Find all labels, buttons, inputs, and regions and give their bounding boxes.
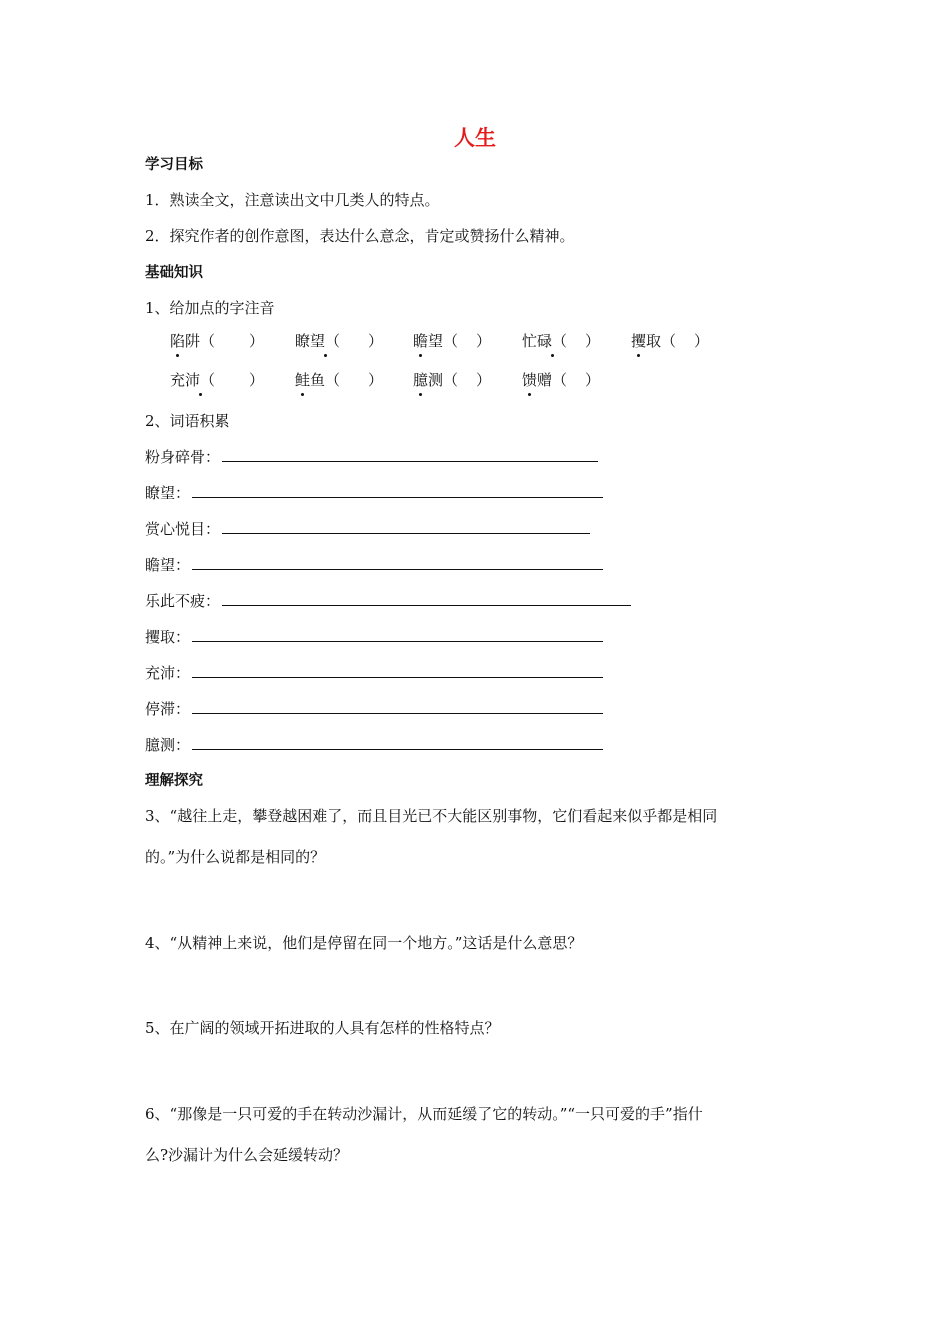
answer-line[interactable] — [192, 663, 603, 678]
vocab-word: 粉身碎骨： — [145, 448, 221, 466]
word-rest: 取（ — [646, 332, 677, 350]
vocab-word: 赏心悦目： — [145, 520, 221, 538]
pinyin-item — [522, 369, 600, 390]
dotted-char: 鲑 — [295, 371, 311, 389]
vocab-item — [145, 446, 598, 467]
answer-line[interactable] — [192, 555, 603, 570]
question-6-line-1: 6、“那像是一只可爱的手在转动沙漏计，从而延缓了它的转动。”“一只可爱的手”指什 — [145, 1105, 703, 1123]
vocab-item — [145, 662, 603, 683]
pinyin-item — [413, 330, 491, 351]
word-first: 充 — [170, 371, 186, 389]
vocab-word: 乐此不疲： — [145, 592, 221, 610]
vocab-word: 攫取： — [145, 628, 191, 646]
vocab-item — [145, 734, 603, 755]
pinyin-item — [295, 330, 383, 351]
pinyin-item — [170, 330, 264, 351]
paren-close: ） — [476, 371, 492, 389]
paren-close: ） — [368, 371, 384, 389]
paren-close: ） — [694, 332, 710, 350]
vocab-word: 瞭望： — [145, 484, 191, 502]
answer-line[interactable] — [192, 699, 603, 714]
vocab-word: 瞻望： — [145, 556, 191, 574]
section-heading-explore: 理解探究 — [145, 773, 203, 789]
vocab-item — [145, 554, 603, 575]
dotted-char: 臆 — [413, 371, 429, 389]
goal-item-2: 2．探究作者的创作意图，表达什么意念，肯定或赞扬什么精神。 — [145, 227, 575, 245]
dotted-char: 沛（ — [185, 371, 216, 389]
vocab-word: 臆测： — [145, 736, 191, 754]
question-3-line-1: 3、“越往上走，攀登越困难了，而且目光已不大能区别事物，它们看起来似乎都是相同 — [145, 807, 718, 825]
vocab-item — [145, 590, 631, 611]
word-rest: 测（ — [428, 371, 459, 389]
answer-line[interactable] — [192, 483, 603, 498]
vocab-word: 停滞： — [145, 700, 191, 718]
pinyin-item — [631, 330, 709, 351]
vocab-word: 充沛： — [145, 664, 191, 682]
paren-close: ） — [249, 371, 265, 389]
word-first: 瞭 — [295, 332, 311, 350]
pinyin-label: 1、给加点的字注音 — [145, 299, 275, 317]
dotted-char: 望（ — [310, 332, 341, 350]
dotted-char: 馈 — [522, 371, 538, 389]
word-rest: 赠（ — [537, 371, 568, 389]
dotted-char: 碌（ — [537, 332, 568, 350]
paren-close: ） — [585, 371, 601, 389]
paren-close: ） — [249, 332, 265, 350]
pinyin-item — [522, 330, 600, 351]
dotted-char: 攫 — [631, 332, 647, 350]
word-first: 忙 — [522, 332, 538, 350]
vocab-item — [145, 698, 603, 719]
goal-item-1: 1．熟读全文，注意读出文中几类人的特点。 — [145, 191, 440, 209]
pinyin-item — [295, 369, 383, 390]
answer-line[interactable] — [222, 591, 631, 606]
pinyin-item — [170, 369, 264, 390]
dotted-char: 瞻 — [413, 332, 429, 350]
question-3-line-2: 的。”为什么说都是相同的？ — [145, 848, 326, 866]
section-heading-basics: 基础知识 — [145, 265, 203, 281]
vocab-item — [145, 626, 603, 647]
question-4: 4、“从精神上来说，他们是停留在同一个地方。”这话是什么意思？ — [145, 934, 583, 952]
dotted-char: 陷 — [170, 332, 186, 350]
word-rest: 望（ — [428, 332, 459, 350]
paren-close: ） — [585, 332, 601, 350]
pinyin-item — [413, 369, 491, 390]
paren-close: ） — [368, 332, 384, 350]
word-rest: 阱（ — [185, 332, 216, 350]
answer-line[interactable] — [222, 447, 598, 462]
vocab-item — [145, 518, 590, 539]
word-rest: 鱼（ — [310, 371, 341, 389]
answer-line[interactable] — [222, 519, 590, 534]
answer-line[interactable] — [192, 735, 603, 750]
question-6-line-2: 么?沙漏计为什么会延缓转动？ — [145, 1146, 349, 1164]
paren-close: ） — [476, 332, 492, 350]
question-5: 5、在广阔的领域开拓进取的人具有怎样的性格特点？ — [145, 1019, 500, 1037]
section-heading-goals: 学习目标 — [145, 157, 203, 173]
vocab-item — [145, 482, 603, 503]
page-title: 人生 — [454, 126, 496, 150]
answer-line[interactable] — [192, 627, 603, 642]
vocab-label: 2、词语积累 — [145, 412, 230, 430]
